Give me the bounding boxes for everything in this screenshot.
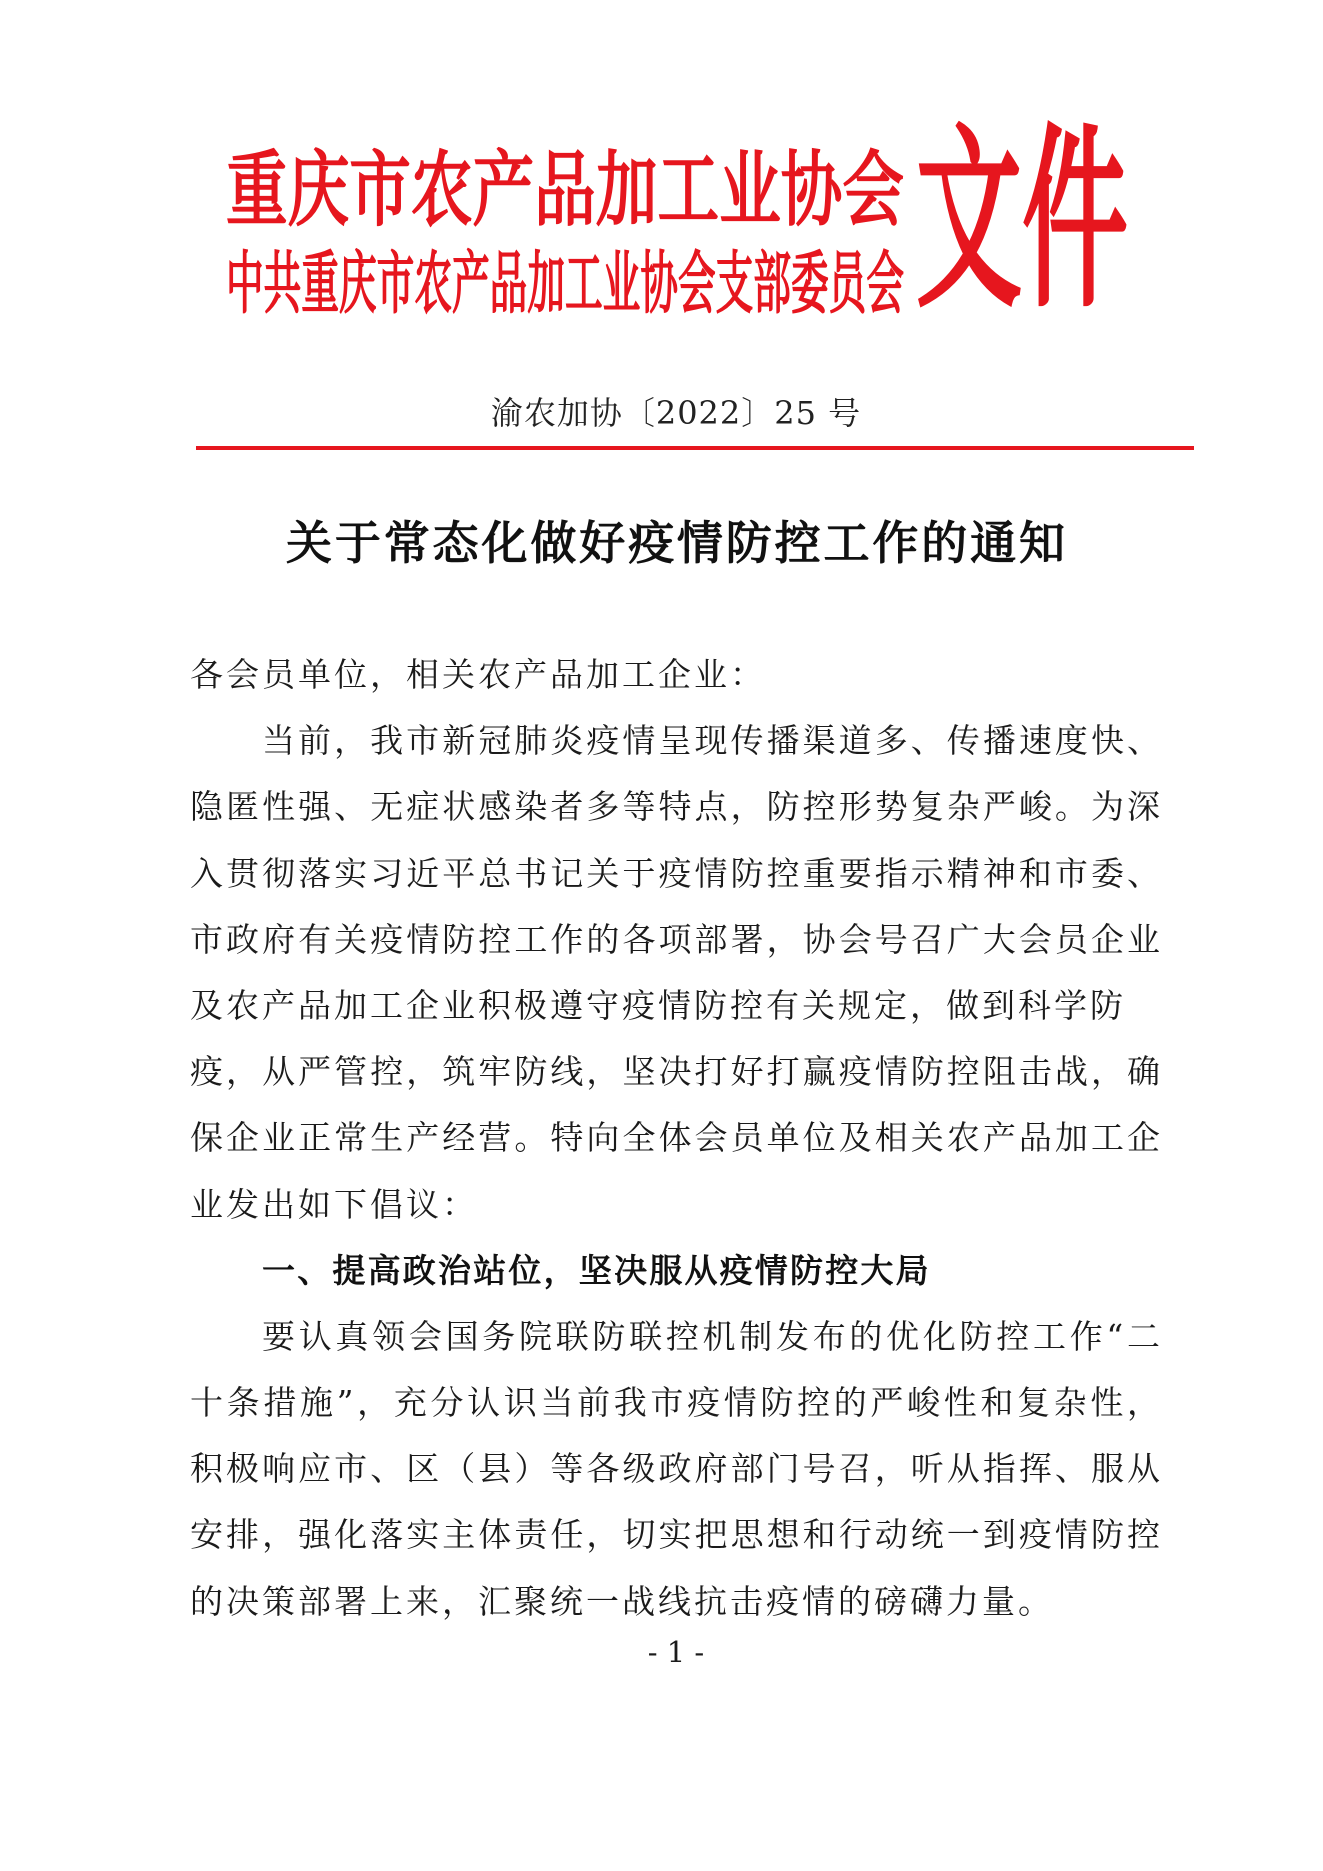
body-line: 市政府有关疫情防控工作的各项部署，协会号召广大会员企业 xyxy=(190,919,1162,959)
body-line: 保企业正常生产经营。特向全体会员单位及相关农产品加工企 xyxy=(190,1118,1162,1158)
masthead-org-name: 重庆市农产品加工业协会 xyxy=(226,142,905,238)
body-line: 及农产品加工企业积极遵守疫情防控有关规定，做到科学防 xyxy=(190,985,1126,1025)
body-line: 要认真领会国务院联防联控机制发布的优化防控工作“二 xyxy=(262,1316,1162,1356)
body-line: 当前，我市新冠肺炎疫情呈现传播渠道多、传播速度快、 xyxy=(262,721,1162,761)
body-line: 积极响应市、区（县）等各级政府部门号召，听从指挥、服从 xyxy=(190,1449,1162,1489)
body-line: 入贯彻落实习近平总书记关于疫情防控重要指示精神和市委、 xyxy=(190,853,1162,893)
body-line: 的决策部署上来，汇聚统一战线抗击疫情的磅礴力量。 xyxy=(190,1581,1054,1621)
body-line: 隐匿性强、无症状感染者多等特点，防控形势复杂严峻。为深 xyxy=(190,787,1162,827)
body-line: 安排，强化落实主体责任，切实把思想和行动统一到疫情防控 xyxy=(190,1515,1162,1555)
masthead-party-committee-name: 中共重庆市农产品加工业协会支部委员会 xyxy=(226,244,905,324)
page-number: - 1 - xyxy=(647,1635,705,1669)
body-line: 疫，从严管控，筑牢防线，坚决打好打赢疫情防控阻击战，确 xyxy=(190,1052,1162,1092)
body-line: 业发出如下倡议： xyxy=(190,1184,478,1224)
salutation: 各会员单位，相关农产品加工企业： xyxy=(190,655,766,694)
body-text xyxy=(190,642,1162,1635)
body-line: 十条措施”，充分认识当前我市疫情防控的严峻性和复杂性， xyxy=(190,1383,1162,1423)
document-number: 渝农加协〔2022〕25 号 xyxy=(490,394,862,432)
masthead-red-rule xyxy=(196,446,1194,450)
masthead-doc-type: 文件 xyxy=(916,105,1129,335)
section-heading: 一、提高政治站位，坚决服从疫情防控大局 xyxy=(262,1250,931,1290)
document-title: 关于常态化做好疫情防控工作的通知 xyxy=(286,516,1065,570)
